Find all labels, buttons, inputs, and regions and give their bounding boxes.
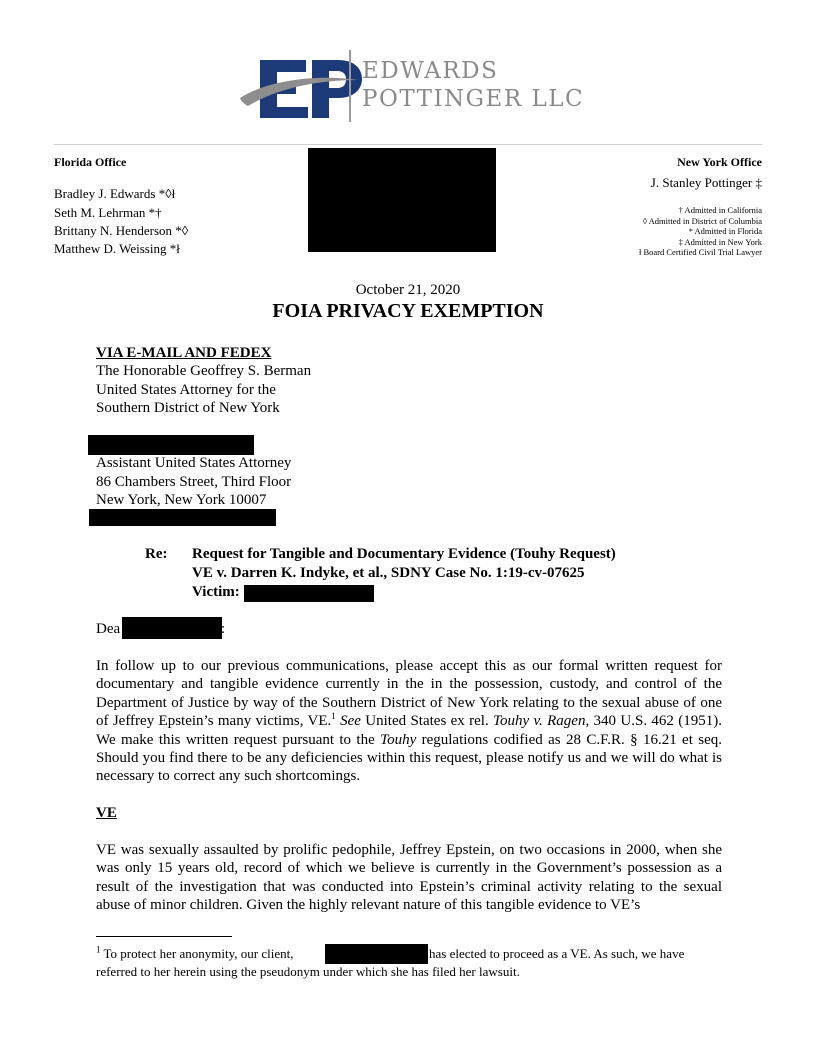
- address-line: The Honorable Geoffrey S. Berman: [96, 363, 312, 379]
- florida-attorney: Bradley J. Edwards *◊ł: [54, 186, 176, 201]
- redaction-block: [122, 617, 222, 639]
- legend-item: * Admitted in Florida: [688, 226, 762, 236]
- footnote-text: has elected to proceed as a VE. As such, we have: [429, 946, 685, 961]
- redaction-block: [325, 944, 428, 964]
- recipient-block-2: [96, 454, 291, 510]
- address-line: Southern District of New York: [96, 400, 280, 416]
- footnote-number: 1: [96, 944, 101, 955]
- para-text: , 340 U.S. 462 (1951). We make this written request pursuant to the: [96, 713, 722, 748]
- florida-office-title: Florida Office: [54, 155, 127, 169]
- re-label: Re:: [145, 546, 168, 562]
- admission-legend: [639, 205, 762, 258]
- florida-attorney: Seth M. Lehrman *†: [54, 205, 162, 220]
- salutation: Dea: [96, 621, 121, 637]
- header-divider: [54, 144, 762, 145]
- footnote-text: To protect her anonymity, our client,: [100, 946, 294, 961]
- para-text: United States ex rel.: [360, 713, 494, 730]
- delivery-method: VIA E-MAIL AND FEDEX: [96, 345, 272, 361]
- firm-name-line2: POTTINGER LLC: [362, 86, 585, 112]
- new-york-office-title: New York Office: [677, 155, 762, 169]
- redaction-block: [244, 585, 374, 602]
- body-paragraph-2: VE was sexually assaulted by prolific pedophile, Jeffrey Epstein, on two occasions in 2000, when she was only 15 years old, record of which we believe is currently in the Government’s possession as a result of the investigation that was conducted into Epstein’s criminal activity relating to the sexual abuse of minor children. Given the highly relevant nature of this tangible evidence to VE’s: [96, 842, 722, 914]
- address-line: Assistant United States Attorney: [96, 455, 292, 471]
- legend-item: ‡ Admitted in New York: [678, 236, 762, 247]
- re-subject-line: Request for Tangible and Documentary Evidence (Touhy Request): [192, 546, 616, 562]
- redaction-block: [88, 435, 254, 455]
- florida-attorney: Matthew D. Weissing *ł: [54, 241, 180, 256]
- address-line: United States Attorney for the: [96, 381, 276, 398]
- letter-title: FOIA PRIVACY EXEMPTION: [272, 300, 544, 322]
- florida-attorney: Brittany N. Henderson *◊: [54, 223, 189, 238]
- legend-item: ł Board Certified Civil Trial Lawyer: [639, 247, 762, 257]
- para-text: In follow up to our previous communications, please accept this as our formal written request for documentary and tangible evidence currently in the in the possession, custody, and control of the Department of Justice by way of the Southern District of New York relating to the sexual abuse of one of Jeffrey Epstein’s many victims, VE.: [96, 658, 722, 730]
- address-line: New York, New York 10007: [96, 492, 267, 508]
- footnote-line1: [96, 946, 293, 962]
- redaction-block: [89, 509, 276, 526]
- re-victim-label: Victim:: [192, 584, 240, 600]
- re-case-line: VE v. Darren K. Indyke, et al., SDNY Case No. 1:19-cv-07625: [192, 565, 585, 581]
- touhy-term: Touhy: [380, 731, 417, 748]
- footnote-rule: [96, 936, 232, 937]
- new-york-attorney: J. Stanley Pottinger ‡: [650, 175, 762, 190]
- address-line: 86 Chambers Street, Third Floor: [96, 473, 292, 490]
- firm-name-line1: EDWARDS: [362, 58, 499, 84]
- para-text: regulations codified as 28 C.F.R. § 16.21 et seq. Should you find there to be any deficiencies within this request, please notify us and we will do what is necessary to correct any such shortcomings.: [96, 731, 722, 785]
- legend-item: ◊ Admitted in District of Columbia: [642, 215, 762, 226]
- section-heading: VE: [96, 805, 117, 821]
- letter-date: October 21, 2020: [355, 282, 461, 298]
- body-paragraph-1: [96, 657, 722, 786]
- redaction-block: [308, 148, 496, 252]
- case-name: Touhy v. Ragen: [493, 713, 586, 730]
- recipient-block-1: [96, 362, 311, 418]
- footnote-line2: referred to her herein using the pseudonym under which she has filed her lawsuit.: [96, 964, 520, 979]
- legend-item: † Admitted in California: [678, 205, 762, 215]
- footnote-ref: 1: [331, 711, 336, 722]
- citation-signal: See: [340, 713, 361, 730]
- salutation-colon: :: [221, 621, 226, 637]
